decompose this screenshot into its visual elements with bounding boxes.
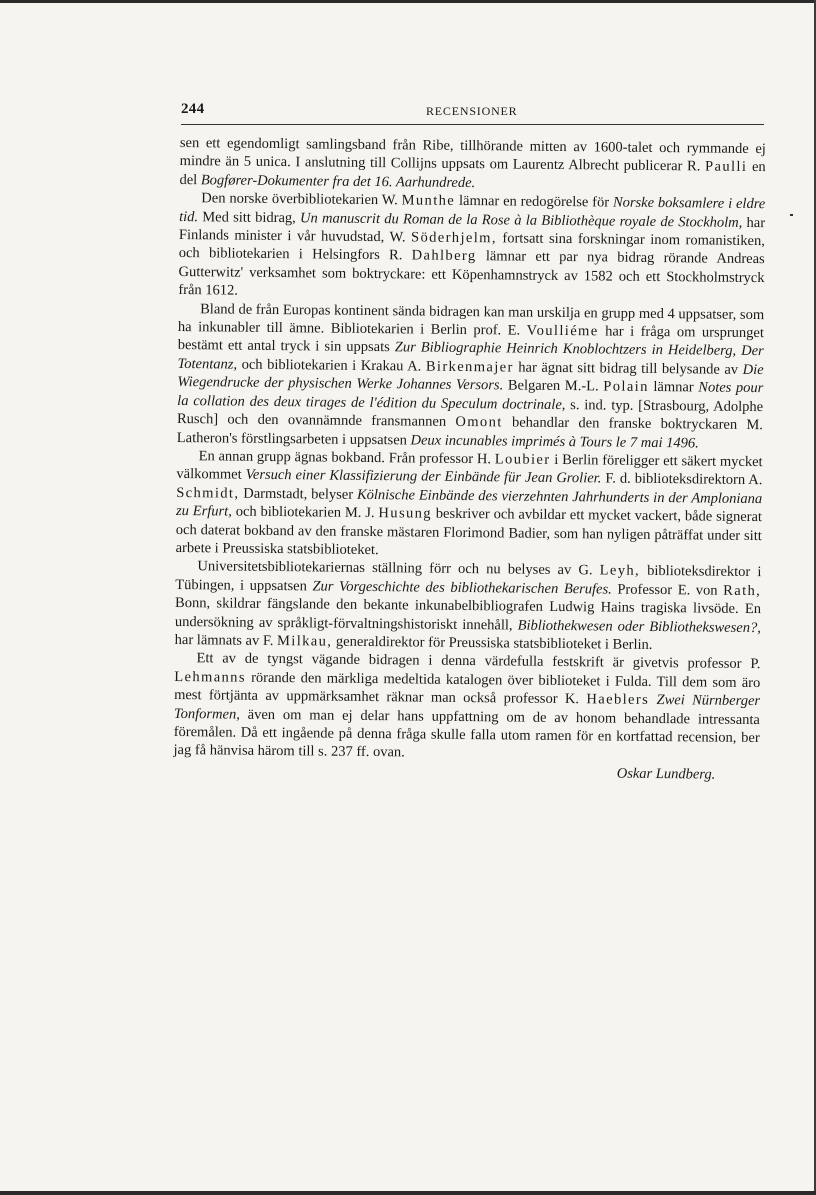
- running-head: RECENSIONER: [426, 104, 518, 118]
- text-run: generaldirektor för Preussiska statsbiblioteket i Berlin.: [332, 633, 653, 653]
- spaced-name: Husung: [378, 505, 433, 522]
- italic-title: Zur Vorgeschichte des bibliothekarischen Berufes.: [312, 578, 612, 598]
- italic-title: Norske boksamlere i eldre tid.: [179, 194, 766, 225]
- scan-border-top: [0, 0, 816, 3]
- spaced-name: Milkau,: [276, 633, 333, 650]
- text-run: s. ind. typ. [Strasbourg, Adolphe Rusch] och den ovannämnde fransmannen: [176, 396, 764, 430]
- spaced-name: Omont: [455, 413, 503, 431]
- author-signature: Oskar Lundberg.: [616, 765, 716, 783]
- spaced-name: Rath,: [723, 582, 762, 599]
- text-run: biblioteksdirektor i Tübingen, i uppsatsen: [175, 563, 762, 595]
- italic-title: Zwei Nürnberger Tonformen,: [173, 692, 761, 723]
- spaced-name: Munthe: [401, 192, 456, 210]
- spaced-name: Schmidt,: [176, 484, 240, 502]
- text-run: rörande den märkliga medeltida katalogen över biblioteket i Fulda. Till dem som äro mest förtjänta av uppmärksamhet räknar man också professor K.: [174, 669, 761, 708]
- paragraph-5: [175, 557, 762, 655]
- text-run: har i fråga om ursprunget bestämt ett antal tryck i sin uppsats: [177, 323, 765, 356]
- text-run: lämnar ett par nya bidrag rörande Andreas Gutterwitz' verksamhet som boktryckare: ett Köpenhamnstryck av 1582 och ett Stockholmstryck från 1612.: [178, 248, 765, 299]
- text-run: En annan grupp ägnas bokband. Från professor H.: [198, 448, 495, 468]
- text-run: Belgaren M.-L.: [503, 377, 604, 395]
- italic-title: Zur Bibliographie Heinrich Knoblochtzers in Heidelberg, Der Totentanz,: [177, 339, 764, 373]
- text-run: F. d. biblioteksdirektorn A.: [601, 470, 763, 489]
- italic-title: Un manuscrit du Roman de la Rose à la Bibliothèque royale de Stockholm,: [299, 209, 743, 231]
- text-run: lämnar: [648, 379, 699, 396]
- text-run: Universitetsbibliotekariernas ställning förr och nu belyses av G.: [197, 558, 600, 579]
- spaced-name: Loubier: [494, 451, 551, 468]
- italic-title: Kölnische Einbände des vierzehnten Jahrhunderts in der Amploniana zu Erfurt,: [175, 486, 763, 520]
- paragraph-4: [176, 447, 763, 564]
- italic-title: Versuch einer Klassifizierung der Einbände für Jean Grolier.: [245, 467, 602, 487]
- text-run: Ett av de tyngst vägande bidragen i denna värdefulla festskrift är givetvis professor P.: [196, 650, 761, 673]
- paragraph-3: [177, 300, 765, 453]
- review-text: [173, 134, 766, 784]
- spaced-name: Haeblers: [586, 691, 650, 709]
- page-number: 244: [181, 101, 205, 117]
- stray-ink-mark: [790, 214, 793, 216]
- text-run: Den norske överbibliotekarien W.: [201, 190, 402, 209]
- header-rule: [181, 124, 764, 125]
- text-run: fortsatt sina forskningar inom romanistiken, och bibliotekarien i Helsingfors R.: [178, 230, 765, 264]
- text-run: har ägnat sitt bidrag till belysande av: [513, 359, 743, 378]
- paragraph-6: [173, 649, 760, 766]
- text-run: och bibliotekarien i Krakau A.: [237, 356, 426, 375]
- italic-title: Bibliothekwesen oder Bibliothekswesen?,: [517, 617, 761, 636]
- text-run: har lämnats av F.: [174, 631, 278, 650]
- italic-title: Die Wiegendrucke der physischen Werke Johannes Versors.: [177, 361, 764, 394]
- spaced-name: Dahlberg: [411, 247, 477, 265]
- text-run: och bibliotekarien M. J.: [231, 503, 379, 522]
- text-run: även om man ej delar hans uppfattning om de av honom behandlade intressanta föremålen. Då ett ingående på denna fråga skulle falla utom ramen för en kortfattad recension, ber jag få hänvisa härom till s. 237 ff. ovan.: [173, 706, 760, 761]
- text-run: Darmstadt, belyser: [239, 485, 358, 503]
- spaced-name: Voulliéme: [526, 322, 599, 340]
- scan-border-bottom: [0, 1191, 816, 1195]
- text-run: Professor E. von: [611, 581, 724, 599]
- italic-title: Notes pour la collation des deux tirages de l'édition du Speculum doctrinale,: [177, 379, 764, 413]
- spaced-name: Polain: [603, 378, 649, 396]
- italic-title: Bogfører-Dokumenter fra det 16. Aarhundrede.: [200, 172, 476, 191]
- spaced-name: Paulli: [704, 158, 748, 176]
- italic-title: Deux incunables imprimés à Tours le 7 mai 1496.: [410, 431, 699, 451]
- spaced-name: Lehmanns: [174, 668, 247, 686]
- spaced-name: Birkenmajer: [425, 358, 514, 376]
- text-run: behandlar den franske boktryckaren M. Latheron's förstlingsarbeten i uppsatsen: [176, 414, 764, 448]
- text-run: Bland de från Europas kontinent sända bidragen kan man urskilja en grupp med 4 uppsatser, som ha inkunabler till ämne. Bibliotekarien i Berlin prof. E.: [177, 300, 765, 339]
- page-header: [181, 101, 764, 127]
- paragraph-1: [179, 134, 766, 195]
- text-run: Med sitt bidrag,: [197, 208, 301, 226]
- text-run: en del: [179, 159, 766, 189]
- text-run: lämnar en redogörelse för: [455, 193, 614, 211]
- text-run: Bonn, skildrar fängslande den bekante inkunabelbibliografen Ludwig Hains tragiska livsöde. En undersökning av språkligt-förvaltningshistoriskt innehåll,: [174, 595, 762, 634]
- text-run: beskriver och avbildar ett mycket vackert, både signerat och daterat bokband av den franske mästaren Florimond Badier, som han nyligen påträffat under sitt arbete i Preussiska statsbiblioteket.: [175, 505, 763, 559]
- paragraph-2: [178, 189, 765, 306]
- text-run: har Finlands minister i vår huvudstad, W.: [178, 214, 766, 246]
- text-run: sen ett egendomligt samlingsband från Ribe, tillhörande mitten av 1600-talet och rymmande ej mindre än 5 unica. I anslutning till Collijns uppsats om Laurentz Albrecht publicerar R.: [179, 134, 766, 175]
- spaced-name: Leyh,: [599, 562, 641, 580]
- text-run: i Berlin föreligger ett säkert mycket välkommet: [176, 451, 763, 484]
- spaced-name: Söderhjelm,: [410, 229, 497, 247]
